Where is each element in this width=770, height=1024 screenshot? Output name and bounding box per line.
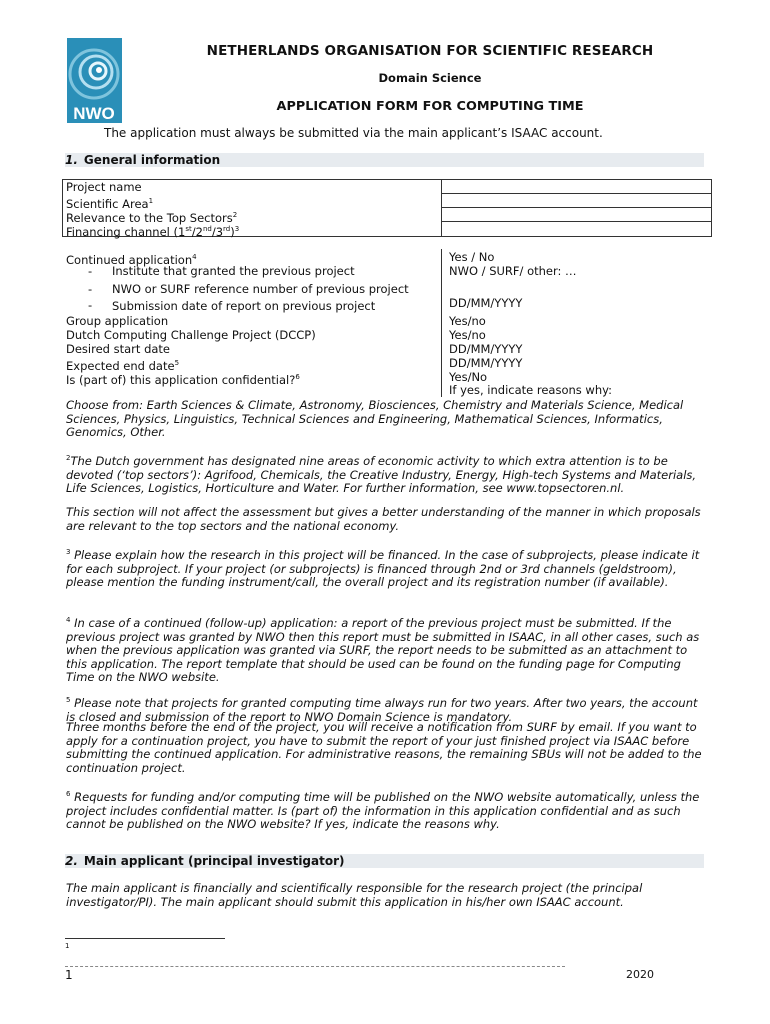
label-end-date: Expected end date$^5$: [66, 359, 180, 373]
note-2: $^2$The Dutch government has designated nine areas of economic activity to which extra attention is to be devoted (‘top sectors’): Agrifood, Chemicals, the Creative Industry, Energy, High-tech Systems and Materials, Life Sciences, Logistics, Horticulture and Water. For further information, see www.topsectoren.nl.: [66, 454, 697, 495]
section-2-title: Main applicant (principal investigator): [83, 854, 345, 868]
organisation-title: NETHERLANDS ORGANISATION FOR SCIENTIFIC RESEARCH: [206, 43, 654, 59]
label-relevance: Relevance to the Top Sectors$^2$: [66, 211, 238, 225]
value-institute: NWO / SURF/ other: …: [449, 264, 577, 278]
section-2-number: 2.: [65, 854, 78, 868]
note-1: Choose from: Earth Sciences & Climate, Astronomy, Biosciences, Chemistry and Materials Science, Medical Sciences, Physics, Linguistics, Technical Sciences and Engineering, Mathematical Sciences, Informatics, Genomics, Other.: [66, 398, 684, 439]
value-confidential-reasons: If yes, indicate reasons why:: [449, 383, 612, 397]
bullet: -: [88, 264, 93, 278]
note-5b: Three months before the end of the project, you will receive a notification from SURF by email. If you want to apply for a continuation project, you have to submit the report of your just finished project via ISAAC before submitting the continued application. For administrative reasons, the remaining SBUs will not be added to the continuation project.: [66, 720, 702, 775]
label-reference-number: NWO or SURF reference number of previous project: [112, 282, 409, 296]
form-title: APPLICATION FORM FOR COMPUTING TIME: [276, 99, 584, 114]
value-submission-date: DD/MM/YYYY: [449, 296, 523, 310]
nwo-logo: [67, 38, 122, 123]
section-1-heading: [65, 153, 704, 167]
intro-text: The application must always be submitted via the main applicant’s ISAAC account.: [104, 126, 603, 140]
value-confidential: Yes/No: [449, 370, 488, 384]
note-6: $^6$ Requests for funding and/or computing time will be published on the NWO website automatically, unless the project includes confidential matter. Is (part of) the information in this application confidential and as such cannot be published on the NWO website? If yes, indicate the reasons why.: [66, 790, 700, 831]
label-institute: Institute that granted the previous project: [112, 264, 355, 278]
domain-title: Domain Science: [378, 71, 482, 85]
section-1-number: 1.: [65, 153, 78, 167]
footer-year: 2020: [626, 968, 654, 981]
note-3: $^3$ Please explain how the research in this project will be financed. In the case of subprojects, please indicate it for each subproject. If your project (or subprojects) is financed through 2nd or 3rd channels (geldstroom), please mention the funding instrument/call, the overall project and its registration number (if available).: [66, 548, 700, 589]
section-1-title: General information: [83, 153, 221, 167]
table-divider: [441, 249, 442, 397]
label-submission-date: Submission date of report on previous project: [112, 299, 376, 313]
bullet: -: [88, 282, 93, 296]
bullet: -: [88, 298, 93, 312]
footnote-separator: [65, 938, 225, 939]
note-5: $^5$ Please note that projects for granted computing time always run for two years. After two years, the account is closed and submission of the report to NWO Domain Science is mandatory.: [66, 696, 698, 724]
value-end-date: DD/MM/YYYY: [449, 356, 523, 370]
label-scientific-area: Scientific Area$^1$: [66, 197, 154, 211]
note-4: $^4$ In case of a continued (follow-up) application: a report of the previous project must be submitted. If the previous project was granted by NWO then this report must be submitted in ISAAC, in all other cases, such as when the previous application was granted via SURF, the report needs to be submitted as an attachment to this application. The report template that should be used can be found on the funding page for Computing Time on the NWO website.: [66, 616, 700, 684]
row-line: [441, 193, 711, 194]
page-number: 1: [65, 968, 73, 982]
value-group-application: Yes/no: [449, 314, 486, 328]
value-start-date: DD/MM/YYYY: [449, 342, 523, 356]
value-dccp: Yes/no: [449, 328, 486, 342]
label-confidential: Is (part of) this application confidential?$^6$: [66, 373, 300, 387]
footnote-mark: 1: [65, 942, 70, 950]
label-project-name: Project name: [66, 180, 142, 194]
label-financing-channel: Financing channel $(1st/2nd/3rd)^3$: [66, 225, 240, 239]
section-2-heading: [65, 854, 704, 868]
row-line: [441, 207, 711, 208]
value-continued: Yes / No: [449, 250, 495, 264]
note-2b: This section will not affect the assessment but gives a better understanding of the manner in which proposals are relevant to the top sectors and the national economy.: [66, 505, 701, 533]
row-line: [441, 221, 711, 222]
section-2-text: The main applicant is financially and scientifically responsible for the research project (the principal investigator/PI). The main applicant should submit this application in his/her own ISAAC account.: [66, 881, 643, 909]
label-dccp: Dutch Computing Challenge Project (DCCP): [66, 328, 316, 342]
label-group-application: Group application: [66, 314, 169, 328]
label-continued: Continued application$^4$: [66, 253, 197, 267]
label-start-date: Desired start date: [66, 342, 170, 356]
logo-text: NWO: [73, 104, 115, 123]
footer-rule: [65, 966, 565, 967]
